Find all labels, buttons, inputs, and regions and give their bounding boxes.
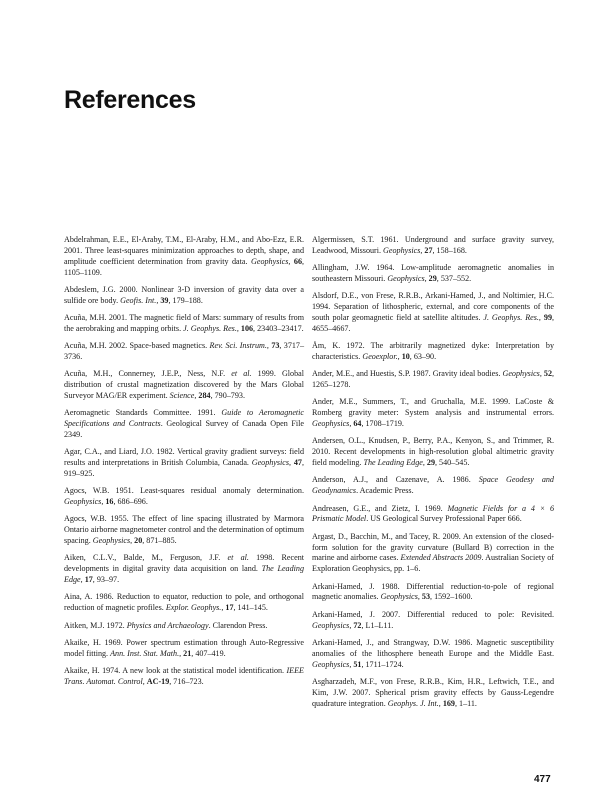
reference-pages: , 1–11.: [454, 698, 477, 708]
references-left-column: [64, 235, 304, 694]
reference-journal: Space Geodesy and Geodynamics: [312, 475, 554, 496]
reference-journal: Geophysics: [312, 620, 350, 630]
reference-title: 1999. Global distribution of crustal magnetization discovered by the Mars Global Surveyor MAG/ER experiment.: [64, 369, 304, 401]
reference-pages: , L1–L11.: [361, 620, 394, 630]
reference-journal: Extended Abstracts 2009: [400, 553, 482, 563]
reference-volume: 21: [183, 648, 192, 658]
reference-pages: , 919–925.: [64, 458, 304, 479]
reference-separator: ,: [349, 659, 354, 669]
reference-authors: Acuña, M.H., Connerney, J.E.P., Ness, N.F.: [64, 369, 232, 379]
reference-pages: , 93–97.: [92, 575, 120, 585]
reference-volume: 106: [240, 323, 254, 333]
reference-volume: 17: [84, 575, 93, 585]
reference-authors: Anderson, A.J., and Cazenave, A. 1986.: [312, 475, 479, 485]
reference-entry: [312, 369, 554, 391]
reference-pages: , 1708–1719.: [361, 419, 404, 429]
reference-journal: Geophysics: [383, 245, 421, 255]
reference-pages: , 790–793.: [210, 391, 245, 401]
reference-pages: , 141–145.: [233, 603, 268, 613]
reference-journal: Guide to Aeromagnetic Specifications and Contracts: [64, 408, 305, 429]
reference-journal: Rev. Sci. Instrum.: [209, 341, 267, 351]
reference-journal: Geofis. Int.: [120, 295, 157, 305]
reference-journal: Explor. Geophys.: [165, 603, 222, 613]
reference-journal: Geophysics: [380, 592, 418, 602]
reference-authors: Aitken, M.J. 1972.: [64, 620, 127, 630]
reference-entry: [64, 447, 304, 480]
reference-separator: ,: [266, 341, 272, 351]
reference-pages: , 4655–4667.: [312, 313, 555, 333]
reference-authors: Arkani-Hamed, J. 1988. Differential reduction-to-pole of regional magnetic anomalies.: [312, 581, 554, 602]
reference-separator: ,: [130, 536, 135, 546]
reference-entry: [312, 291, 554, 335]
reference-pages: , 158–168.: [432, 245, 467, 255]
reference-authors: Ander, M.E., and Huestis, S.P. 1987. Gravity ideal bodies.: [312, 369, 503, 379]
reference-journal: The Leading Edge: [64, 564, 304, 585]
reference-volume: 20: [134, 536, 143, 546]
reference-separator: ,: [424, 274, 429, 284]
reference-separator: ,: [288, 256, 294, 266]
reference-separator: ,: [179, 648, 184, 658]
reference-volume: 72: [353, 620, 362, 630]
reference-pages: . US Geological Survey Professional Paper 666.: [366, 514, 522, 524]
reference-pages: , 871–885.: [142, 536, 177, 546]
reference-authors: Abdelrahman, E.E., El-Araby, T.M., El-Araby, H.M., and Abo-Ezz, E.R. 2001. Three least-squares minimization approaches to depth, shape, and amplitude coefficient determination from gravity data.: [64, 235, 304, 266]
reference-separator: ,: [194, 391, 199, 401]
page-title: References: [64, 86, 196, 114]
reference-volume: 284: [198, 391, 211, 401]
reference-journal: The Leading Edge: [363, 458, 423, 468]
references-right-column: [312, 235, 554, 716]
reference-entry: [312, 475, 554, 497]
reference-pages: . Academic Press.: [356, 486, 414, 496]
reference-volume: 169: [442, 698, 455, 708]
reference-entry: [64, 285, 304, 307]
reference-separator: ,: [420, 245, 425, 255]
reference-volume: 64: [353, 419, 362, 429]
reference-pages: , 63–90.: [409, 352, 437, 362]
reference-entry: [64, 369, 304, 402]
page-number: 477: [534, 774, 551, 785]
reference-volume: 16: [105, 497, 114, 507]
reference-authors: Allingham, J.W. 1964. Low-amplitude aeromagnetic anomalies in southeastern Missouri.: [312, 263, 554, 284]
reference-separator: ,: [101, 497, 106, 507]
reference-pages: . Geological Survey of Canada Open File 2349.: [64, 419, 304, 440]
reference-volume: 53: [421, 592, 431, 602]
reference-separator: ,: [422, 458, 427, 468]
reference-entry: [312, 610, 554, 632]
reference-authors: Ander, M.E., Summers, T., and Gruchalla, M.E. 1999. LaCoste & Romberg gravity meter: System analysis and instrumental errors.: [312, 397, 554, 418]
reference-pages: . Australian Society of Exploration Geophysics, pp. 1–6.: [312, 553, 554, 574]
reference-entry: [64, 408, 304, 441]
reference-journal: Geophysics: [92, 536, 131, 546]
reference-journal: Geophys. J. Int.: [387, 698, 439, 708]
reference-separator: ,: [349, 419, 354, 429]
reference-volume: 17: [225, 603, 234, 613]
reference-entry: [64, 592, 304, 614]
reference-volume: 29: [426, 458, 435, 468]
reference-entry: [64, 621, 304, 632]
reference-pages: , 1592–1600.: [430, 592, 473, 602]
reference-volume: 10: [401, 352, 410, 362]
reference-pages: , 23403–23417.: [253, 323, 304, 333]
reference-entry: [312, 532, 554, 576]
reference-authors: Akaike, H. 1974. A new look at the statistical model identification.: [64, 665, 287, 675]
reference-pages: , 1711–1724.: [361, 659, 404, 669]
reference-authors: Aina, A. 1986. Reduction to equator, reduction to pole, and orthogonal reduction of magnetic profiles.: [64, 592, 304, 613]
reference-separator: ,: [397, 352, 402, 362]
reference-separator: ,: [80, 575, 85, 585]
reference-journal: Geophysics: [251, 256, 289, 266]
reference-authors: Andreasen, G.E., and Zietz, I. 1969.: [312, 503, 448, 513]
reference-authors: Algermissen, S.T. 1961. Underground and surface gravity survey, Leadwood, Missouri.: [312, 235, 554, 255]
reference-journal: Physics and Archaeology: [126, 620, 209, 630]
reference-authors: Aeromagnetic Standards Committee. 1991.: [64, 408, 222, 418]
reference-separator: ,: [221, 603, 226, 613]
reference-volume: 29: [428, 274, 437, 284]
reference-entry: [64, 235, 304, 279]
reference-entry: [64, 341, 304, 363]
reference-authors: Akaike, H. 1969. Power spectrum estimation through Auto-Regressive model fitting.: [64, 637, 304, 658]
reference-authors: Acuña, M.H. 2001. The magnetic field of Mars: summary of results from the aerobraking and mapping orbits.: [64, 313, 304, 333]
reference-journal: Geophysics: [312, 659, 350, 669]
reference-entry: [312, 341, 554, 363]
reference-separator: ,: [539, 369, 544, 379]
reference-authors: Asgharzadeh, M.F., von Frese, R.R.B., Kim, H.R., Leftwich, T.E., and Kim, J.W. 2007. Spherical prism gravity effects by Gauss-Legendre quadrature integration.: [312, 676, 554, 708]
reference-separator: ,: [538, 313, 544, 323]
reference-entry: [64, 486, 304, 508]
reference-separator: ,: [156, 295, 161, 305]
reference-journal: IEEE Trans. Automat. Control: [64, 665, 304, 686]
reference-journal: J. Geophys. Res.: [483, 313, 539, 323]
reference-journal: Geophysics: [502, 369, 540, 379]
reference-pages: , 407–419.: [191, 648, 226, 658]
reference-journal: Geophysics: [387, 274, 425, 284]
reference-pages: , 716–723.: [169, 676, 204, 686]
reference-volume: AC-19: [146, 676, 170, 686]
reference-authors: Åm, K. 1972. The arbitrarily magnetized dyke: Interpretation by characteristics.: [312, 341, 554, 362]
reference-entry: [64, 666, 304, 688]
reference-etal: et al.: [231, 369, 252, 379]
reference-entry: [64, 638, 304, 660]
reference-authors: Alsdorf, D.E., von Frese, R.R.B., Arkani-Hamed, J., and Noltimier, H.C. 1994. Separation of lithospheric, external, and core components of the south polar geomagnetic field at satellite altitudes.: [312, 291, 554, 323]
reference-volume: 27: [424, 245, 433, 255]
reference-journal: Geoexplor.: [362, 352, 398, 362]
reference-entry: [312, 397, 554, 430]
reference-entry: [312, 677, 554, 710]
reference-authors: Argast, D., Bacchin, M., and Tacey, R. 2009. An extension of the closed-form solution for the gravity curvature (Bullard B) correction in the marine and airborne cases.: [312, 531, 554, 563]
reference-separator: ,: [438, 698, 443, 708]
reference-entry: [312, 582, 554, 604]
reference-authors: Acuña, M.H. 2002. Space-based magnetics.: [64, 341, 210, 351]
reference-separator: ,: [289, 458, 294, 468]
reference-pages: , 686–696.: [113, 497, 148, 507]
reference-pages: . Clarendon Press.: [208, 620, 268, 630]
reference-authors: Andersen, O.L., Knudsen, P., Berry, P.A., Kenyon, S., and Trimmer, R. 2010. Recent developments in high-resolution global altimetric gravity field modeling.: [312, 436, 554, 468]
reference-entry: [64, 514, 304, 547]
reference-entry: [312, 263, 554, 285]
reference-journal: Science: [169, 391, 195, 401]
reference-volume: 47: [293, 458, 302, 468]
reference-etal: et al.: [227, 553, 249, 563]
reference-authors: Arkani-Hamed, J. 2007. Differential reduced to pole: Revisited.: [312, 609, 554, 619]
reference-entry: [64, 553, 304, 586]
reference-pages: , 537–552.: [436, 274, 472, 284]
reference-volume: 39: [160, 295, 169, 305]
reference-authors: Abdeslem, J.G. 2000. Nonlinear 3-D inversion of gravity data over a sulfide ore body.: [64, 284, 304, 305]
reference-pages: , 179–188.: [168, 295, 203, 305]
reference-authors: Agar, C.A., and Liard, J.O. 1982. Vertical gravity gradient surveys: field results and interpretations in British Columbia, Canada.: [64, 447, 304, 468]
reference-pages: , 3717–3736.: [64, 341, 305, 362]
reference-entry: [312, 638, 554, 671]
reference-journal: Magnetic Fields for a 4 × 6 Prismatic Model: [312, 503, 554, 524]
reference-volume: 99: [543, 313, 552, 323]
reference-separator: ,: [236, 323, 241, 333]
reference-pages: , 1105–1109.: [64, 256, 305, 277]
reference-journal: Geophysics: [312, 419, 350, 429]
reference-pages: , 540–545.: [434, 458, 470, 468]
reference-pages: , 1265–1278.: [312, 369, 555, 390]
reference-separator: ,: [417, 592, 422, 602]
reference-volume: 73: [271, 341, 280, 351]
reference-separator: ,: [142, 676, 147, 686]
reference-entry: [312, 235, 554, 257]
reference-authors: Aiken, C.L.V., Balde, M., Ferguson, J.F.: [64, 553, 228, 563]
reference-authors: Arkani-Hamed, J., and Strangway, D.W. 1986. Magnetic susceptibility anomalies of the lithosphere beneath Europe and the Middle East.: [312, 637, 554, 658]
reference-journal: Geophysics: [64, 497, 102, 507]
reference-volume: 66: [293, 256, 302, 266]
reference-volume: 51: [353, 659, 362, 669]
reference-journal: Ann. Inst. Stat. Math.: [110, 648, 180, 658]
reference-journal: Geophysics: [251, 458, 290, 468]
reference-entry: [64, 313, 304, 335]
reference-entry: [312, 436, 554, 469]
reference-separator: ,: [349, 620, 354, 630]
reference-entry: [312, 504, 554, 526]
reference-title: 1998. Recent developments in digital gravity data acquisition on land.: [64, 553, 304, 574]
reference-authors: Agocs, W.B. 1955. The effect of line spacing illustrated by Marmora Ontario airborne magnetometer control and the determination of optimum spacing.: [64, 514, 304, 546]
reference-volume: 52: [543, 369, 552, 379]
reference-authors: Agocs, W.B. 1951. Least-squares residual anomaly determination.: [64, 486, 304, 496]
reference-journal: J. Geophys. Res.: [183, 323, 237, 333]
